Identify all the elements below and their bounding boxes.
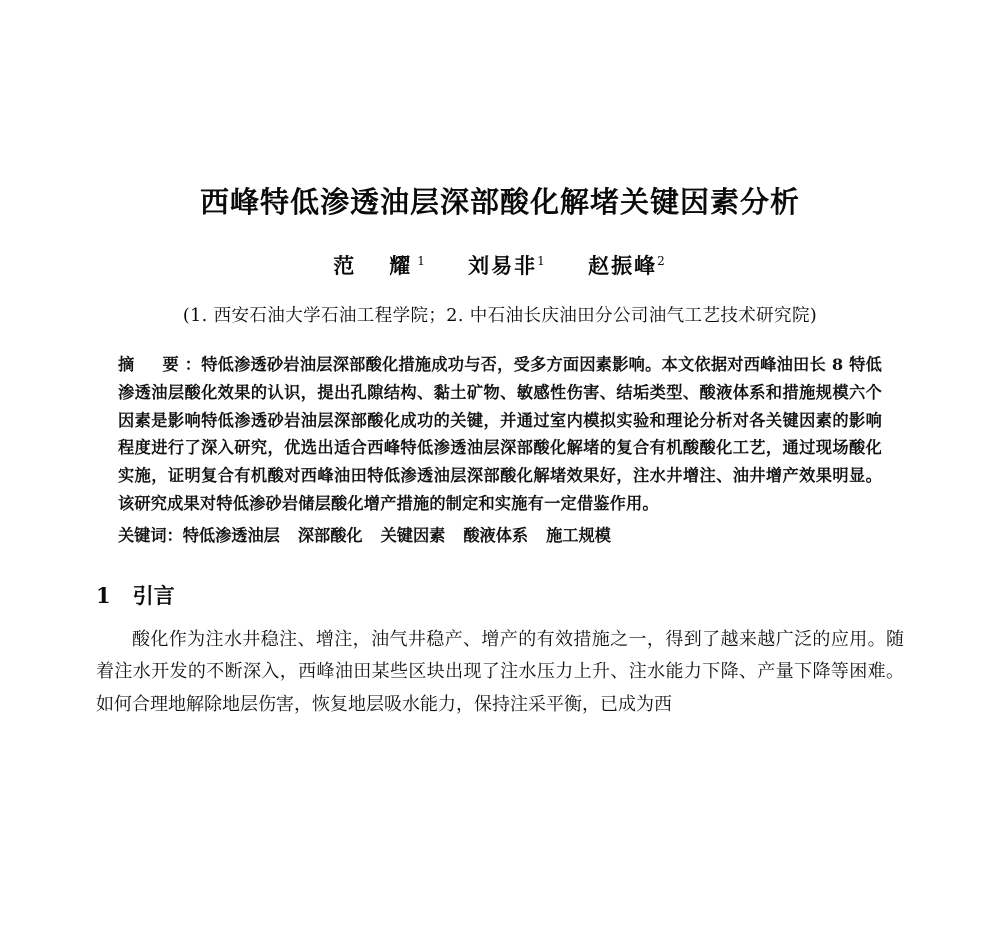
document-page <box>0 185 1000 945</box>
keyword-item: 特低渗透油层 <box>182 525 280 545</box>
keyword-item: 酸液体系 <box>463 525 529 545</box>
abstract-block <box>96 351 904 518</box>
author-affiliation-marker: 1 <box>417 253 427 268</box>
author-entry <box>333 250 427 280</box>
author-name: 赵振峰 <box>588 252 658 278</box>
paper-title: 西峰特低渗透油层深部酸化解堵关键因素分析 <box>199 185 800 219</box>
paragraph: 酸化作为注水井稳注、增注，油气井稳产、增产的有效措施之一，得到了越来越广泛的应用。随着注水开发的不断深入，西峰油田某些区块出现了注水压力上升、注水能力下降、产量下降等困难。如何合理地解除地层伤害，恢复地层吸水能力，保持注采平衡，已成为西 <box>96 628 904 715</box>
author-name: 范 耀 <box>333 252 418 278</box>
section-body-1 <box>96 624 904 721</box>
author-entry <box>468 250 547 280</box>
keyword-item: 关键因素 <box>380 525 446 545</box>
abstract-label: 摘 要 <box>118 354 185 374</box>
keywords-label: 关键词： <box>118 525 183 545</box>
section-title: 引言 <box>132 582 175 608</box>
keyword-item: 施工规模 <box>546 525 611 545</box>
section-heading-1 <box>96 580 904 610</box>
author-affiliations: (1. 西安石油大学石油工程学院；2. 中石油长庆油田分公司油气工艺技术研究院) <box>182 305 818 326</box>
keyword-item: 深部酸化 <box>297 525 363 545</box>
author-name: 刘易非 <box>468 252 538 278</box>
author-entry <box>588 250 667 280</box>
author-list <box>96 250 904 280</box>
keywords-block <box>96 522 904 550</box>
author-affiliation-marker: 2 <box>657 253 667 268</box>
abstract-separator: ： <box>184 354 202 374</box>
author-affiliation-marker: 1 <box>537 253 547 268</box>
section-number: 1 <box>96 582 111 608</box>
abstract-text: 特低渗透砂岩油层深部酸化措施成功与否，受多方面因素影响。本文依据对西峰油田长 8 特低渗透油层酸化效果的认识，提出孔隙结构、黏土矿物、敏感性伤害、结垢类型、酸液体系和措施规模六个因素是影响特低渗透砂岩油层深部酸化成功的关键，并通过室内模拟实验和理论分析对各关键因素的影响程度进行了深入研究，优选出适合西峰特低渗透油层深部酸化解堵的复合有机酸酸化工艺，通过现场酸化实施，证明复合有机酸对西峰油田特低渗透油层深部酸化解堵效果好，注水井增注、油井增产效果明显。该研究成果对特低渗砂岩储层酸化增产措施的制定和实施有一定借鉴作用。 <box>118 354 883 514</box>
